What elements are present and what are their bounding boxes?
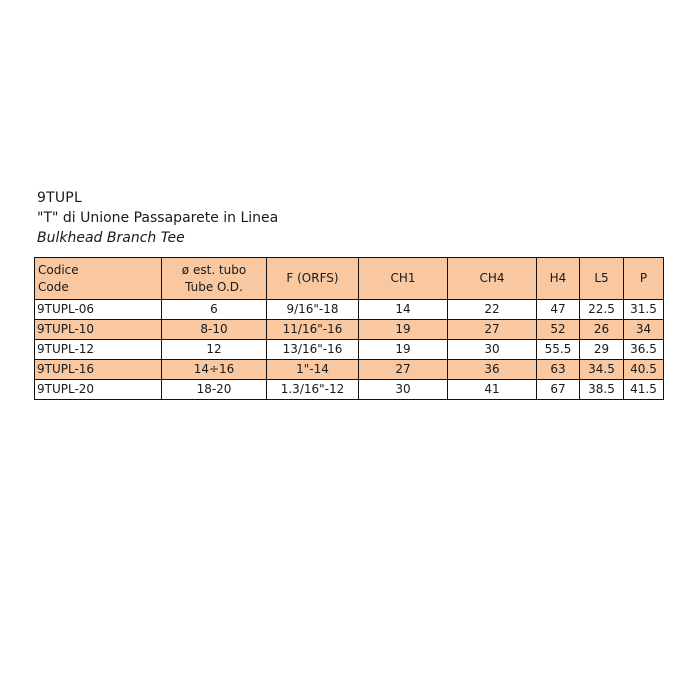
table-row [35,320,664,340]
table-row [35,360,664,380]
cell-tube-od: 8-10 [162,320,267,340]
cell-f-orfs: 11/16"-16 [267,320,359,340]
cell-p: 31.5 [624,300,664,320]
cell-p: 34 [624,320,664,340]
cell-l5: 38.5 [580,380,624,400]
product-title-italian: "T" di Unione Passaparete in Linea [37,210,279,226]
table-row [35,340,664,360]
cell-h4: 47 [537,300,580,320]
col-header-tube-od-en: Tube O.D. [185,279,243,294]
cell-ch4: 27 [448,320,537,340]
cell-l5: 29 [580,340,624,360]
cell-code: 9TUPL-12 [35,340,162,360]
col-header-tube-od [162,258,267,300]
col-header-code-en: Code [38,279,69,294]
product-title-english: Bulkhead Branch Tee [37,230,185,246]
cell-ch4: 22 [448,300,537,320]
col-header-h4: H4 [537,258,580,300]
cell-l5: 26 [580,320,624,340]
col-header-ch1: CH1 [359,258,448,300]
cell-ch4: 41 [448,380,537,400]
cell-f-orfs: 1"-14 [267,360,359,380]
cell-ch1: 19 [359,320,448,340]
table-row [35,380,664,400]
col-header-f-orfs: F (ORFS) [267,258,359,300]
cell-ch4: 36 [448,360,537,380]
cell-f-orfs: 1.3/16"-12 [267,380,359,400]
cell-tube-od: 18-20 [162,380,267,400]
cell-h4: 63 [537,360,580,380]
cell-l5: 34.5 [580,360,624,380]
product-code: 9TUPL [37,190,82,206]
table-header-row [35,258,664,300]
col-header-code-it: Codice [38,262,79,277]
cell-tube-od: 12 [162,340,267,360]
spec-table [34,257,664,400]
cell-ch4: 30 [448,340,537,360]
cell-p: 41.5 [624,380,664,400]
cell-tube-od: 14÷16 [162,360,267,380]
cell-ch1: 14 [359,300,448,320]
cell-ch1: 19 [359,340,448,360]
cell-p: 36.5 [624,340,664,360]
col-header-tube-od-it: ø est. tubo [181,262,247,277]
col-header-p: P [624,258,664,300]
cell-h4: 55.5 [537,340,580,360]
cell-code: 9TUPL-10 [35,320,162,340]
cell-tube-od: 6 [162,300,267,320]
cell-code: 9TUPL-06 [35,300,162,320]
cell-f-orfs: 9/16"-18 [267,300,359,320]
cell-ch1: 27 [359,360,448,380]
col-header-l5: L5 [580,258,624,300]
cell-p: 40.5 [624,360,664,380]
col-header-ch4: CH4 [448,258,537,300]
cell-f-orfs: 13/16"-16 [267,340,359,360]
col-header-code [35,258,162,300]
cell-h4: 52 [537,320,580,340]
table-row [35,300,664,320]
cell-code: 9TUPL-20 [35,380,162,400]
cell-ch1: 30 [359,380,448,400]
cell-h4: 67 [537,380,580,400]
cell-code: 9TUPL-16 [35,360,162,380]
cell-l5: 22.5 [580,300,624,320]
product-header [37,188,278,248]
